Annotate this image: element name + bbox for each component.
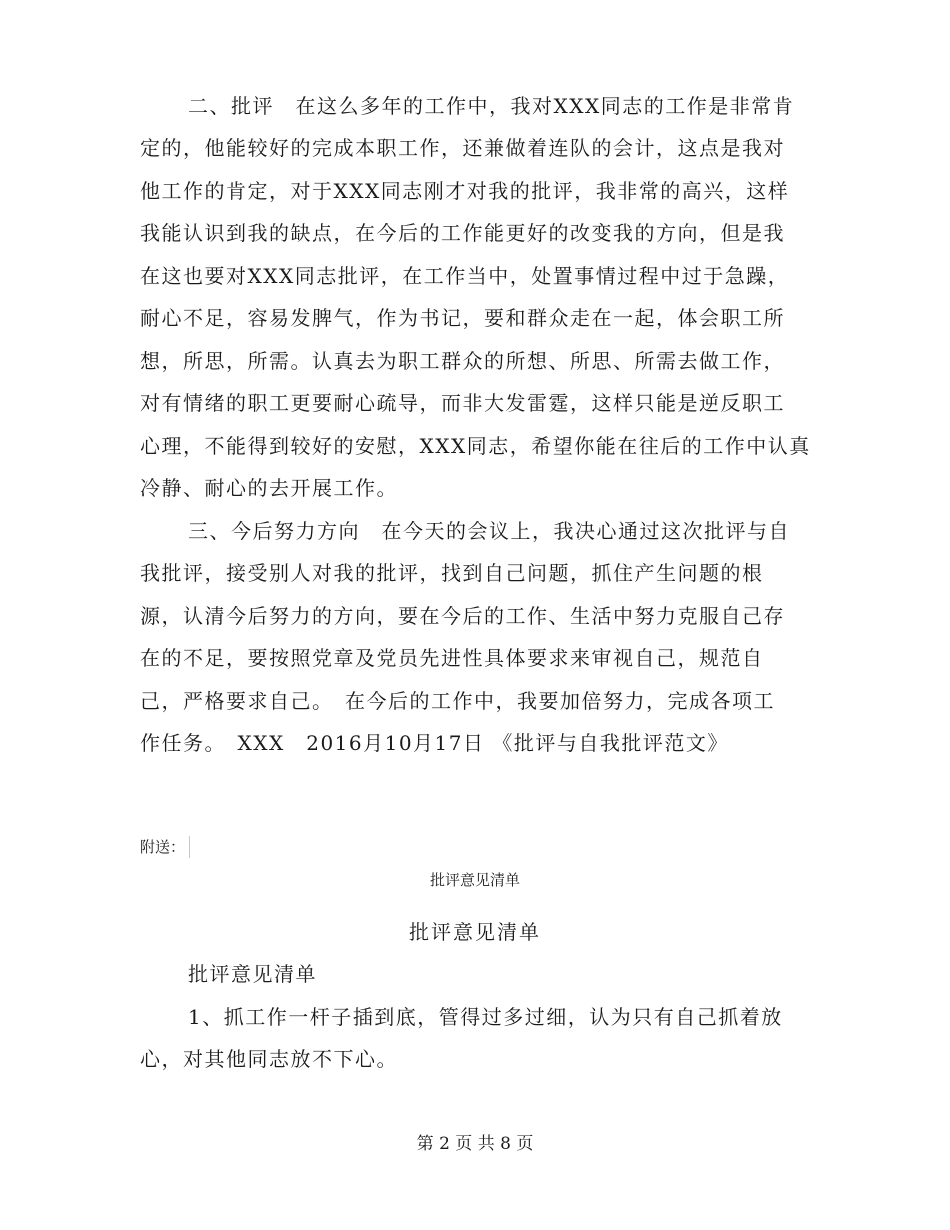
- paragraph-line: 对有情绪的职工更要耐心疏导，而非大发雷霆，这样只能是逆反职工: [140, 391, 785, 415]
- paragraph-line: 己，严格要求自己。 在今后的工作中，我要加倍努力，完成各项工: [140, 689, 775, 713]
- paragraph-line: 在这也要对XXX同志批评，在工作当中，处置事情过程中过于急躁，: [140, 264, 790, 288]
- paragraph-line: 三、今后努力方向 在今天的会议上，我决心通过这次批评与自: [188, 519, 790, 543]
- paragraph-line: 他工作的肯定，对于XXX同志刚才对我的批评，我非常的高兴，这样: [140, 179, 790, 203]
- paragraph-line: 源，认清今后努力的方向，要在今后的工作、生活中努力克服自己存: [140, 604, 785, 628]
- appendix-label: 附送：: [140, 836, 190, 858]
- paragraph-line: 我批评，接受别人对我的批评，找到自己问题，抓住产生问题的根: [140, 561, 764, 585]
- list-heading: 批评意见清单: [188, 962, 317, 986]
- paragraph-line: 在的不足，要按照党章及党员先进性具体要求来审视自己，规范自: [140, 646, 764, 670]
- paragraph-line: 心，对其他同志放不下心。: [140, 1047, 398, 1071]
- page-number-footer: 第 2 页 共 8 页: [416, 1134, 534, 1154]
- appendix-small-title: 批评意见清单: [429, 871, 520, 889]
- paragraph-line: 我能认识到我的缺点，在今后的工作能更好的改变我的方向，但是我: [140, 221, 785, 245]
- paragraph-line: 定的，他能较好的完成本职工作，还兼做着连队的会计，这点是我对: [140, 136, 785, 160]
- appendix-title: 批评意见清单: [409, 920, 541, 944]
- paragraph-line: 冷静、耐心的去开展工作。: [140, 476, 398, 500]
- paragraph-line: 1、抓工作一杆子插到底，管得过多过细，认为只有自己抓着放: [188, 1005, 783, 1029]
- paragraph-line: 二、批评 在这么多年的工作中，我对XXX同志的工作是非常肯: [188, 94, 795, 118]
- paragraph-line: 作任务。 XXX 2016月10月17日 《批评与自我批评范文》: [140, 731, 729, 755]
- paragraph-line: 耐心不足，容易发脾气，作为书记，要和群众走在一起，体会职工所: [140, 306, 785, 330]
- paragraph-line: 想，所思，所需。认真去为职工群众的所想、所思、所需去做工作，: [140, 349, 785, 373]
- paragraph-line: 心理，不能得到较好的安慰，XXX同志，希望你能在往后的工作中认真: [140, 434, 811, 458]
